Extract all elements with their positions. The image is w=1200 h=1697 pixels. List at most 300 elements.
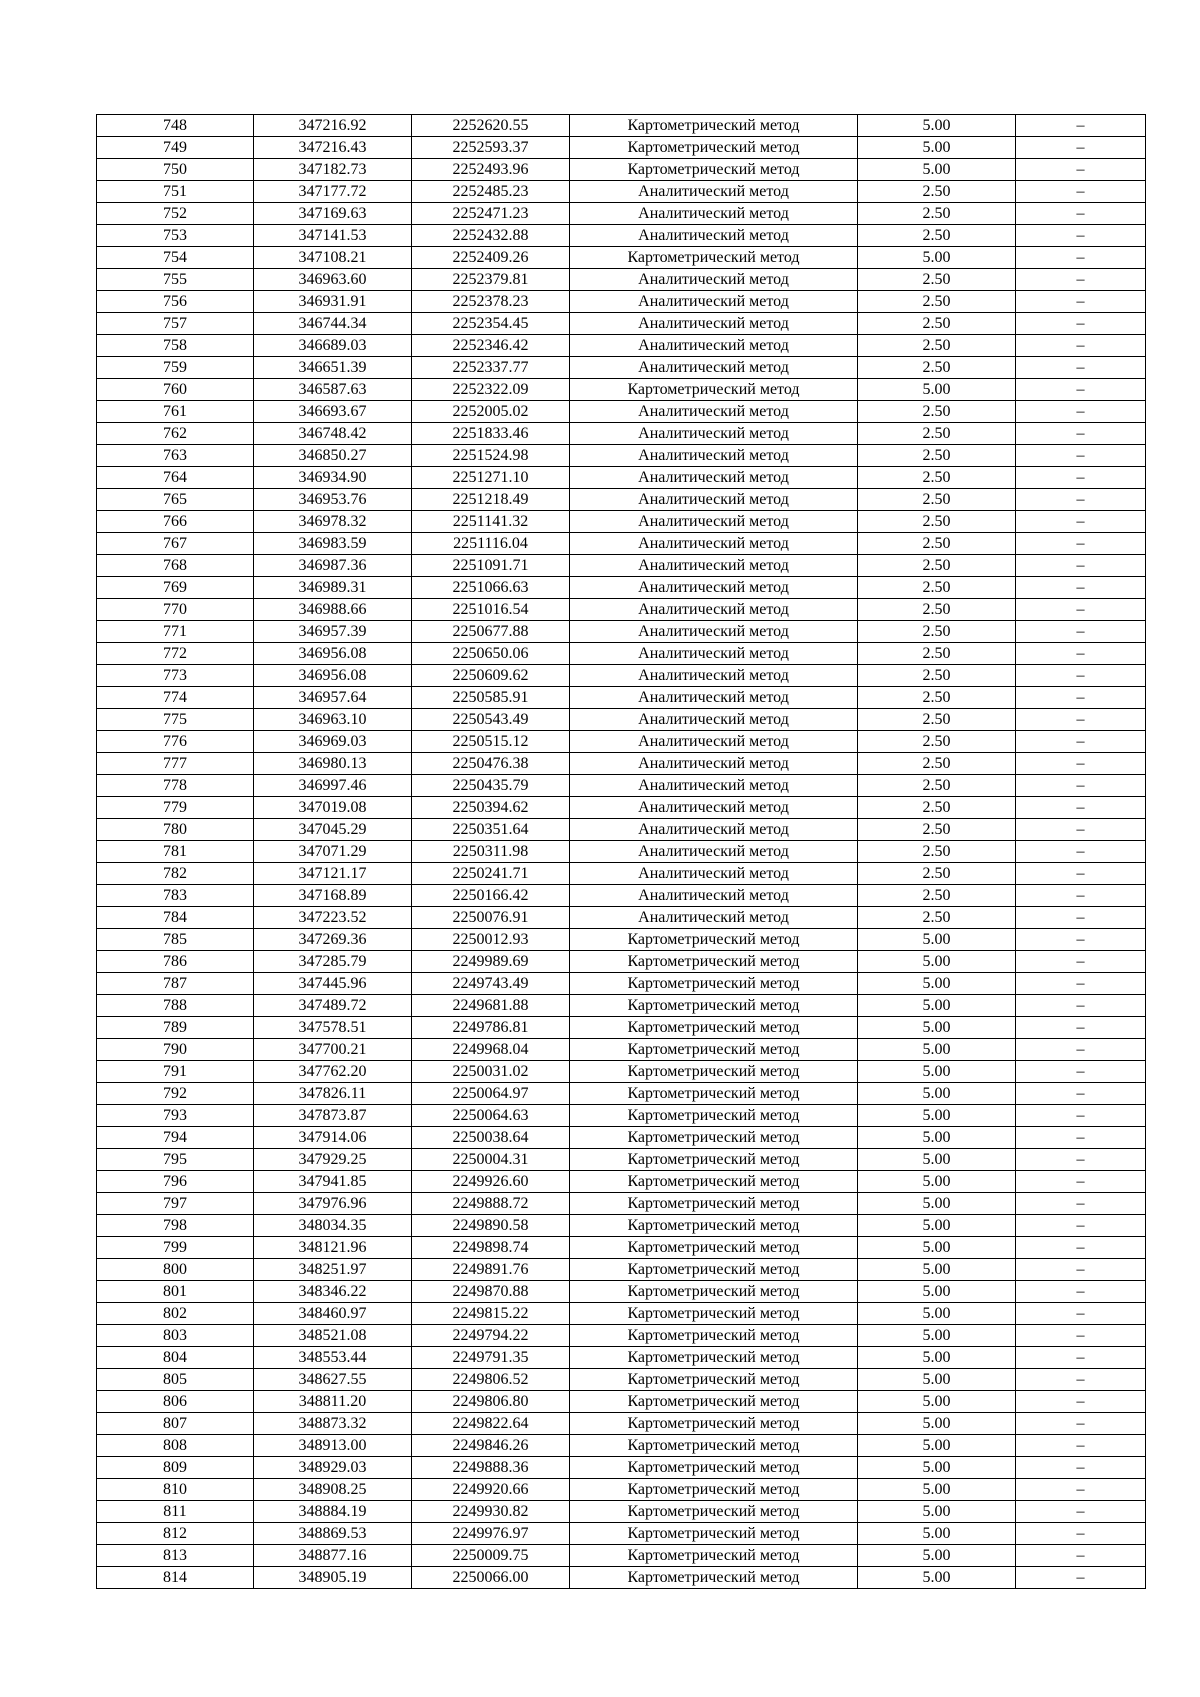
table-row	[97, 819, 1146, 841]
method-cell: Картометрический метод	[570, 1457, 858, 1479]
description-cell: –	[1016, 1523, 1146, 1545]
accuracy-cell: 2.50	[858, 753, 1016, 775]
method-cell: Картометрический метод	[570, 1237, 858, 1259]
accuracy-cell: 5.00	[858, 1501, 1016, 1523]
x-coordinate-cell: 347445.96	[254, 973, 412, 995]
table-row	[97, 1039, 1146, 1061]
table-row	[97, 951, 1146, 973]
x-coordinate-cell: 347168.89	[254, 885, 412, 907]
y-coordinate-cell: 2250009.75	[412, 1545, 570, 1567]
description-cell: –	[1016, 621, 1146, 643]
point-number-cell: 757	[97, 313, 254, 335]
x-coordinate-cell: 347019.08	[254, 797, 412, 819]
point-number-cell: 755	[97, 269, 254, 291]
y-coordinate-cell: 2252493.96	[412, 159, 570, 181]
method-cell: Картометрический метод	[570, 1347, 858, 1369]
point-number-cell: 752	[97, 203, 254, 225]
x-coordinate-cell: 347182.73	[254, 159, 412, 181]
x-coordinate-cell: 347108.21	[254, 247, 412, 269]
accuracy-cell: 2.50	[858, 313, 1016, 335]
table-row	[97, 445, 1146, 467]
method-cell: Аналитический метод	[570, 885, 858, 907]
table-row	[97, 1303, 1146, 1325]
y-coordinate-cell: 2252471.23	[412, 203, 570, 225]
description-cell: –	[1016, 819, 1146, 841]
table-row	[97, 929, 1146, 951]
method-cell: Картометрический метод	[570, 1567, 858, 1589]
point-number-cell: 781	[97, 841, 254, 863]
method-cell: Картометрический метод	[570, 1281, 858, 1303]
x-coordinate-cell: 348905.19	[254, 1567, 412, 1589]
accuracy-cell: 5.00	[858, 1237, 1016, 1259]
point-number-cell: 766	[97, 511, 254, 533]
accuracy-cell: 2.50	[858, 643, 1016, 665]
table-row	[97, 379, 1146, 401]
accuracy-cell: 5.00	[858, 973, 1016, 995]
accuracy-cell: 2.50	[858, 577, 1016, 599]
table-row	[97, 291, 1146, 313]
method-cell: Картометрический метод	[570, 1171, 858, 1193]
point-number-cell: 754	[97, 247, 254, 269]
point-number-cell: 784	[97, 907, 254, 929]
x-coordinate-cell: 347489.72	[254, 995, 412, 1017]
point-number-cell: 788	[97, 995, 254, 1017]
description-cell: –	[1016, 1281, 1146, 1303]
method-cell: Аналитический метод	[570, 841, 858, 863]
y-coordinate-cell: 2250435.79	[412, 775, 570, 797]
accuracy-cell: 5.00	[858, 1193, 1016, 1215]
x-coordinate-cell: 348929.03	[254, 1457, 412, 1479]
point-number-cell: 775	[97, 709, 254, 731]
description-cell: –	[1016, 1105, 1146, 1127]
description-cell: –	[1016, 401, 1146, 423]
x-coordinate-cell: 346963.10	[254, 709, 412, 731]
x-coordinate-cell: 348346.22	[254, 1281, 412, 1303]
y-coordinate-cell: 2252620.55	[412, 115, 570, 137]
y-coordinate-cell: 2250012.93	[412, 929, 570, 951]
accuracy-cell: 5.00	[858, 995, 1016, 1017]
x-coordinate-cell: 347216.92	[254, 115, 412, 137]
method-cell: Картометрический метод	[570, 1149, 858, 1171]
x-coordinate-cell: 347762.20	[254, 1061, 412, 1083]
y-coordinate-cell: 2251091.71	[412, 555, 570, 577]
x-coordinate-cell: 348884.19	[254, 1501, 412, 1523]
y-coordinate-cell: 2252409.26	[412, 247, 570, 269]
description-cell: –	[1016, 1391, 1146, 1413]
point-number-cell: 791	[97, 1061, 254, 1083]
table-row	[97, 1325, 1146, 1347]
y-coordinate-cell: 2252379.81	[412, 269, 570, 291]
method-cell: Картометрический метод	[570, 115, 858, 137]
coordinates-table	[96, 114, 1146, 1589]
table-row	[97, 599, 1146, 621]
accuracy-cell: 2.50	[858, 181, 1016, 203]
table-row	[97, 1171, 1146, 1193]
description-cell: –	[1016, 511, 1146, 533]
y-coordinate-cell: 2249898.74	[412, 1237, 570, 1259]
y-coordinate-cell: 2249806.52	[412, 1369, 570, 1391]
method-cell: Картометрический метод	[570, 137, 858, 159]
x-coordinate-cell: 347929.25	[254, 1149, 412, 1171]
description-cell: –	[1016, 225, 1146, 247]
table-row	[97, 797, 1146, 819]
x-coordinate-cell: 346957.64	[254, 687, 412, 709]
table-row	[97, 1501, 1146, 1523]
point-number-cell: 804	[97, 1347, 254, 1369]
description-cell: –	[1016, 533, 1146, 555]
accuracy-cell: 5.00	[858, 1567, 1016, 1589]
accuracy-cell: 5.00	[858, 951, 1016, 973]
point-number-cell: 786	[97, 951, 254, 973]
method-cell: Аналитический метод	[570, 643, 858, 665]
table-row	[97, 1391, 1146, 1413]
point-number-cell: 809	[97, 1457, 254, 1479]
table-row	[97, 203, 1146, 225]
accuracy-cell: 5.00	[858, 1391, 1016, 1413]
accuracy-cell: 2.50	[858, 511, 1016, 533]
method-cell: Аналитический метод	[570, 753, 858, 775]
y-coordinate-cell: 2251271.10	[412, 467, 570, 489]
y-coordinate-cell: 2252485.23	[412, 181, 570, 203]
method-cell: Картометрический метод	[570, 159, 858, 181]
point-number-cell: 789	[97, 1017, 254, 1039]
table-row	[97, 137, 1146, 159]
table-row	[97, 1237, 1146, 1259]
x-coordinate-cell: 346931.91	[254, 291, 412, 313]
point-number-cell: 769	[97, 577, 254, 599]
point-number-cell: 778	[97, 775, 254, 797]
description-cell: –	[1016, 489, 1146, 511]
point-number-cell: 808	[97, 1435, 254, 1457]
point-number-cell: 779	[97, 797, 254, 819]
table-row	[97, 1105, 1146, 1127]
x-coordinate-cell: 348877.16	[254, 1545, 412, 1567]
point-number-cell: 762	[97, 423, 254, 445]
y-coordinate-cell: 2249968.04	[412, 1039, 570, 1061]
description-cell: –	[1016, 1457, 1146, 1479]
point-number-cell: 759	[97, 357, 254, 379]
accuracy-cell: 5.00	[858, 137, 1016, 159]
method-cell: Картометрический метод	[570, 1501, 858, 1523]
description-cell: –	[1016, 1567, 1146, 1589]
description-cell: –	[1016, 599, 1146, 621]
x-coordinate-cell: 346850.27	[254, 445, 412, 467]
method-cell: Аналитический метод	[570, 181, 858, 203]
y-coordinate-cell: 2249989.69	[412, 951, 570, 973]
method-cell: Картометрический метод	[570, 1523, 858, 1545]
method-cell: Аналитический метод	[570, 291, 858, 313]
method-cell: Аналитический метод	[570, 203, 858, 225]
method-cell: Картометрический метод	[570, 1325, 858, 1347]
x-coordinate-cell: 347141.53	[254, 225, 412, 247]
y-coordinate-cell: 2250076.91	[412, 907, 570, 929]
point-number-cell: 771	[97, 621, 254, 643]
point-number-cell: 802	[97, 1303, 254, 1325]
x-coordinate-cell: 346953.76	[254, 489, 412, 511]
y-coordinate-cell: 2250311.98	[412, 841, 570, 863]
accuracy-cell: 5.00	[858, 929, 1016, 951]
description-cell: –	[1016, 907, 1146, 929]
table-row	[97, 335, 1146, 357]
accuracy-cell: 2.50	[858, 797, 1016, 819]
x-coordinate-cell: 346956.08	[254, 665, 412, 687]
x-coordinate-cell: 346693.67	[254, 401, 412, 423]
x-coordinate-cell: 348521.08	[254, 1325, 412, 1347]
table-row	[97, 313, 1146, 335]
x-coordinate-cell: 348627.55	[254, 1369, 412, 1391]
accuracy-cell: 5.00	[858, 1105, 1016, 1127]
table-row	[97, 863, 1146, 885]
method-cell: Аналитический метод	[570, 819, 858, 841]
point-number-cell: 750	[97, 159, 254, 181]
method-cell: Картометрический метод	[570, 1105, 858, 1127]
accuracy-cell: 5.00	[858, 115, 1016, 137]
x-coordinate-cell: 348873.32	[254, 1413, 412, 1435]
table-row	[97, 489, 1146, 511]
description-cell: –	[1016, 269, 1146, 291]
description-cell: –	[1016, 1479, 1146, 1501]
point-number-cell: 748	[97, 115, 254, 137]
point-number-cell: 772	[97, 643, 254, 665]
accuracy-cell: 2.50	[858, 665, 1016, 687]
accuracy-cell: 5.00	[858, 1369, 1016, 1391]
x-coordinate-cell: 347177.72	[254, 181, 412, 203]
accuracy-cell: 5.00	[858, 1017, 1016, 1039]
table-row	[97, 247, 1146, 269]
description-cell: –	[1016, 995, 1146, 1017]
description-cell: –	[1016, 291, 1146, 313]
method-cell: Аналитический метод	[570, 313, 858, 335]
table-row	[97, 973, 1146, 995]
table-row	[97, 467, 1146, 489]
table-row	[97, 225, 1146, 247]
method-cell: Аналитический метод	[570, 225, 858, 247]
method-cell: Картометрический метод	[570, 1039, 858, 1061]
point-number-cell: 806	[97, 1391, 254, 1413]
accuracy-cell: 5.00	[858, 1215, 1016, 1237]
method-cell: Картометрический метод	[570, 1061, 858, 1083]
y-coordinate-cell: 2251116.04	[412, 533, 570, 555]
accuracy-cell: 2.50	[858, 225, 1016, 247]
point-number-cell: 812	[97, 1523, 254, 1545]
y-coordinate-cell: 2252354.45	[412, 313, 570, 335]
method-cell: Картометрический метод	[570, 1193, 858, 1215]
method-cell: Аналитический метод	[570, 797, 858, 819]
accuracy-cell: 2.50	[858, 269, 1016, 291]
method-cell: Картометрический метод	[570, 1369, 858, 1391]
table-row	[97, 1567, 1146, 1589]
point-number-cell: 801	[97, 1281, 254, 1303]
description-cell: –	[1016, 951, 1146, 973]
y-coordinate-cell: 2250543.49	[412, 709, 570, 731]
description-cell: –	[1016, 1545, 1146, 1567]
x-coordinate-cell: 347578.51	[254, 1017, 412, 1039]
description-cell: –	[1016, 1171, 1146, 1193]
method-cell: Картометрический метод	[570, 995, 858, 1017]
y-coordinate-cell: 2249791.35	[412, 1347, 570, 1369]
description-cell: –	[1016, 203, 1146, 225]
method-cell: Картометрический метод	[570, 973, 858, 995]
point-number-cell: 765	[97, 489, 254, 511]
accuracy-cell: 5.00	[858, 1413, 1016, 1435]
accuracy-cell: 5.00	[858, 379, 1016, 401]
accuracy-cell: 2.50	[858, 775, 1016, 797]
table-row	[97, 577, 1146, 599]
x-coordinate-cell: 347121.17	[254, 863, 412, 885]
y-coordinate-cell: 2251524.98	[412, 445, 570, 467]
description-cell: –	[1016, 841, 1146, 863]
x-coordinate-cell: 348869.53	[254, 1523, 412, 1545]
y-coordinate-cell: 2249890.58	[412, 1215, 570, 1237]
method-cell: Картометрический метод	[570, 1083, 858, 1105]
point-number-cell: 783	[97, 885, 254, 907]
description-cell: –	[1016, 1127, 1146, 1149]
table-row	[97, 1017, 1146, 1039]
table-row	[97, 1215, 1146, 1237]
y-coordinate-cell: 2250066.00	[412, 1567, 570, 1589]
table-row	[97, 1083, 1146, 1105]
y-coordinate-cell: 2249930.82	[412, 1501, 570, 1523]
y-coordinate-cell: 2250476.38	[412, 753, 570, 775]
y-coordinate-cell: 2251016.54	[412, 599, 570, 621]
table-row	[97, 885, 1146, 907]
table-row	[97, 1523, 1146, 1545]
method-cell: Картометрический метод	[570, 1127, 858, 1149]
table-row	[97, 1149, 1146, 1171]
accuracy-cell: 5.00	[858, 1083, 1016, 1105]
y-coordinate-cell: 2249681.88	[412, 995, 570, 1017]
x-coordinate-cell: 347976.96	[254, 1193, 412, 1215]
y-coordinate-cell: 2250004.31	[412, 1149, 570, 1171]
x-coordinate-cell: 347285.79	[254, 951, 412, 973]
point-number-cell: 807	[97, 1413, 254, 1435]
x-coordinate-cell: 348908.25	[254, 1479, 412, 1501]
y-coordinate-cell: 2251218.49	[412, 489, 570, 511]
point-number-cell: 796	[97, 1171, 254, 1193]
accuracy-cell: 5.00	[858, 247, 1016, 269]
accuracy-cell: 5.00	[858, 1435, 1016, 1457]
table-row	[97, 665, 1146, 687]
table-row	[97, 181, 1146, 203]
method-cell: Картометрический метод	[570, 1413, 858, 1435]
point-number-cell: 760	[97, 379, 254, 401]
point-number-cell: 793	[97, 1105, 254, 1127]
table-row	[97, 115, 1146, 137]
point-number-cell: 756	[97, 291, 254, 313]
table-row	[97, 1347, 1146, 1369]
accuracy-cell: 5.00	[858, 1479, 1016, 1501]
accuracy-cell: 5.00	[858, 1347, 1016, 1369]
method-cell: Аналитический метод	[570, 577, 858, 599]
description-cell: –	[1016, 423, 1146, 445]
table-row	[97, 1545, 1146, 1567]
point-number-cell: 782	[97, 863, 254, 885]
description-cell: –	[1016, 709, 1146, 731]
x-coordinate-cell: 347873.87	[254, 1105, 412, 1127]
x-coordinate-cell: 346989.31	[254, 577, 412, 599]
point-number-cell: 795	[97, 1149, 254, 1171]
x-coordinate-cell: 346689.03	[254, 335, 412, 357]
description-cell: –	[1016, 1325, 1146, 1347]
y-coordinate-cell: 2252432.88	[412, 225, 570, 247]
y-coordinate-cell: 2249743.49	[412, 973, 570, 995]
accuracy-cell: 2.50	[858, 731, 1016, 753]
accuracy-cell: 2.50	[858, 709, 1016, 731]
table-row	[97, 1127, 1146, 1149]
description-cell: –	[1016, 181, 1146, 203]
point-number-cell: 767	[97, 533, 254, 555]
method-cell: Аналитический метод	[570, 467, 858, 489]
x-coordinate-cell: 347914.06	[254, 1127, 412, 1149]
method-cell: Аналитический метод	[570, 621, 858, 643]
point-number-cell: 810	[97, 1479, 254, 1501]
table-row	[97, 533, 1146, 555]
table-body	[97, 115, 1146, 1589]
method-cell: Аналитический метод	[570, 599, 858, 621]
method-cell: Картометрический метод	[570, 929, 858, 951]
y-coordinate-cell: 2249888.36	[412, 1457, 570, 1479]
x-coordinate-cell: 347826.11	[254, 1083, 412, 1105]
accuracy-cell: 2.50	[858, 621, 1016, 643]
method-cell: Аналитический метод	[570, 269, 858, 291]
y-coordinate-cell: 2252346.42	[412, 335, 570, 357]
method-cell: Картометрический метод	[570, 1435, 858, 1457]
table-row	[97, 1281, 1146, 1303]
x-coordinate-cell: 347071.29	[254, 841, 412, 863]
y-coordinate-cell: 2251141.32	[412, 511, 570, 533]
method-cell: Картометрический метод	[570, 247, 858, 269]
y-coordinate-cell: 2250031.02	[412, 1061, 570, 1083]
method-cell: Аналитический метод	[570, 489, 858, 511]
description-cell: –	[1016, 313, 1146, 335]
y-coordinate-cell: 2250677.88	[412, 621, 570, 643]
description-cell: –	[1016, 445, 1146, 467]
y-coordinate-cell: 2249926.60	[412, 1171, 570, 1193]
table-row	[97, 907, 1146, 929]
y-coordinate-cell: 2249870.88	[412, 1281, 570, 1303]
description-cell: –	[1016, 379, 1146, 401]
description-cell: –	[1016, 555, 1146, 577]
accuracy-cell: 5.00	[858, 1061, 1016, 1083]
description-cell: –	[1016, 577, 1146, 599]
point-number-cell: 753	[97, 225, 254, 247]
y-coordinate-cell: 2250609.62	[412, 665, 570, 687]
y-coordinate-cell: 2249786.81	[412, 1017, 570, 1039]
description-cell: –	[1016, 1237, 1146, 1259]
y-coordinate-cell: 2249815.22	[412, 1303, 570, 1325]
description-cell: –	[1016, 357, 1146, 379]
y-coordinate-cell: 2250515.12	[412, 731, 570, 753]
x-coordinate-cell: 346963.60	[254, 269, 412, 291]
table-row	[97, 269, 1146, 291]
x-coordinate-cell: 346988.66	[254, 599, 412, 621]
x-coordinate-cell: 346651.39	[254, 357, 412, 379]
y-coordinate-cell: 2250064.97	[412, 1083, 570, 1105]
y-coordinate-cell: 2250038.64	[412, 1127, 570, 1149]
description-cell: –	[1016, 1083, 1146, 1105]
description-cell: –	[1016, 1413, 1146, 1435]
accuracy-cell: 5.00	[858, 1259, 1016, 1281]
table-row	[97, 753, 1146, 775]
x-coordinate-cell: 346934.90	[254, 467, 412, 489]
point-number-cell: 776	[97, 731, 254, 753]
point-number-cell: 764	[97, 467, 254, 489]
accuracy-cell: 2.50	[858, 885, 1016, 907]
description-cell: –	[1016, 973, 1146, 995]
y-coordinate-cell: 2250585.91	[412, 687, 570, 709]
y-coordinate-cell: 2251833.46	[412, 423, 570, 445]
method-cell: Аналитический метод	[570, 907, 858, 929]
